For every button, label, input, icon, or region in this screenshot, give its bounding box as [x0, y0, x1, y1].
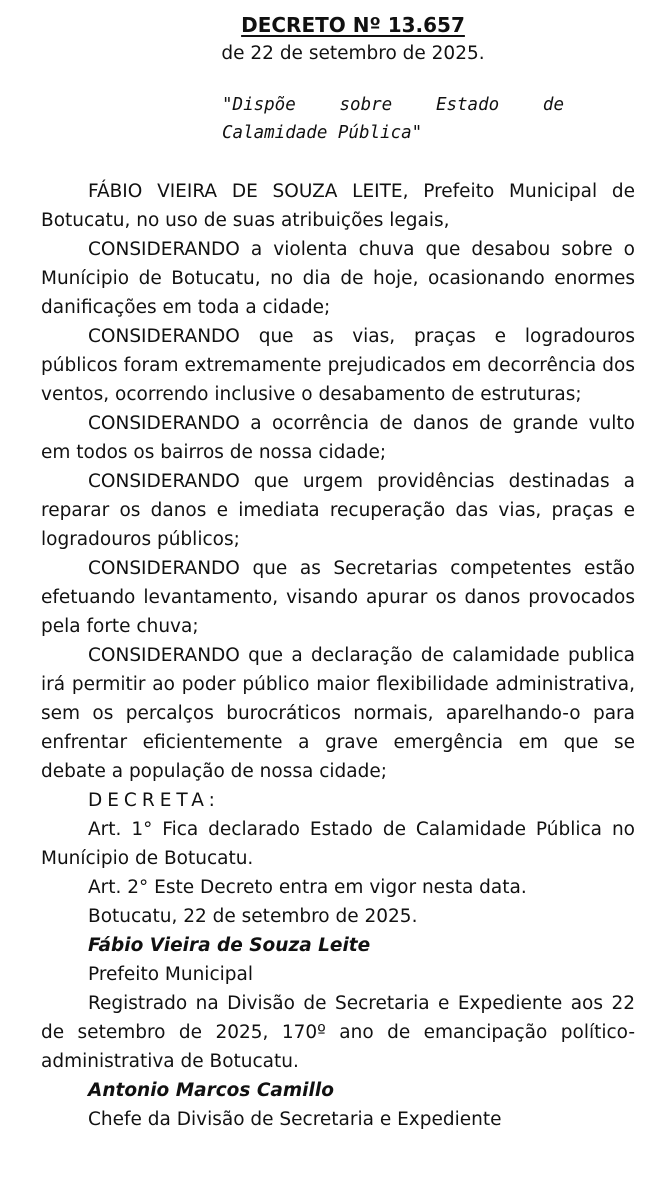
- preamble-paragraph: FÁBIO VIEIRA DE SOUZA LEITE, Prefeito Municipal de Botucatu, no uso de suas atribuições legais,: [41, 181, 635, 231]
- signer-role: Prefeito Municipal: [88, 964, 253, 985]
- article-1: Art. 1° Fica declarado Estado de Calamidade Pública no Munícipio de Botucatu.: [41, 819, 635, 869]
- signer-name: Fábio Vieira de Souza Leite: [88, 935, 371, 956]
- considerando-paragraph: CONSIDERANDO a violenta chuva que desabou sobre o Munícipio de Botucatu, no dia de hoje, ocasionando enormes danificações em toda a cidade;: [41, 239, 635, 318]
- considerando-paragraph: CONSIDERANDO a ocorrência de danos de grande vulto em todos os bairros de nossa cidade;: [41, 413, 635, 463]
- considerando-paragraph: CONSIDERANDO que a declaração de calamidade publica irá permitir ao poder público maior flexibilidade administrativa, sem os percalços burocráticos normais, aparelhando-o para enfrentar eficientemente a grave emergência em que se debate a população de nossa cidade;: [41, 645, 635, 782]
- decreta-heading: DECRETA:: [88, 790, 220, 811]
- place-date: Botucatu, 22 de setembro de 2025.: [88, 906, 418, 927]
- considerando-paragraph: CONSIDERANDO que as vias, praças e logradouros públicos foram extremamente prejudicados em decorrência dos ventos, ocorrendo inclusive o desabamento de estruturas;: [41, 326, 635, 405]
- registration-paragraph: Registrado na Divisão de Secretaria e Expediente aos 22 de setembro de 2025, 170º ano de emancipação político-administrativa de Botucatu.: [41, 993, 635, 1072]
- decree-title: DECRETO Nº 13.657: [241, 13, 465, 37]
- considerando-paragraph: CONSIDERANDO que as Secretarias competentes estão efetuando levantamento, visando apurar os danos provocados pela forte chuva;: [41, 558, 635, 637]
- registrar-role: Chefe da Divisão de Secretaria e Expediente: [88, 1109, 502, 1130]
- considerando-paragraph: CONSIDERANDO que urgem providências destinadas a reparar os danos e imediata recuperação das vias, praças e logradouros públicos;: [41, 471, 635, 550]
- ementa-line-2: Calamidade Pública": [222, 123, 423, 143]
- decree-body: [41, 177, 635, 1134]
- decree-ementa: [222, 91, 564, 147]
- decree-date: de 22 de setembro de 2025.: [221, 43, 485, 64]
- registrar-name: Antonio Marcos Camillo: [88, 1080, 334, 1101]
- article-2: Art. 2° Este Decreto entra em vigor nesta data.: [88, 877, 527, 898]
- ementa-line-1: "Dispõe sobre Estado de: [222, 95, 564, 115]
